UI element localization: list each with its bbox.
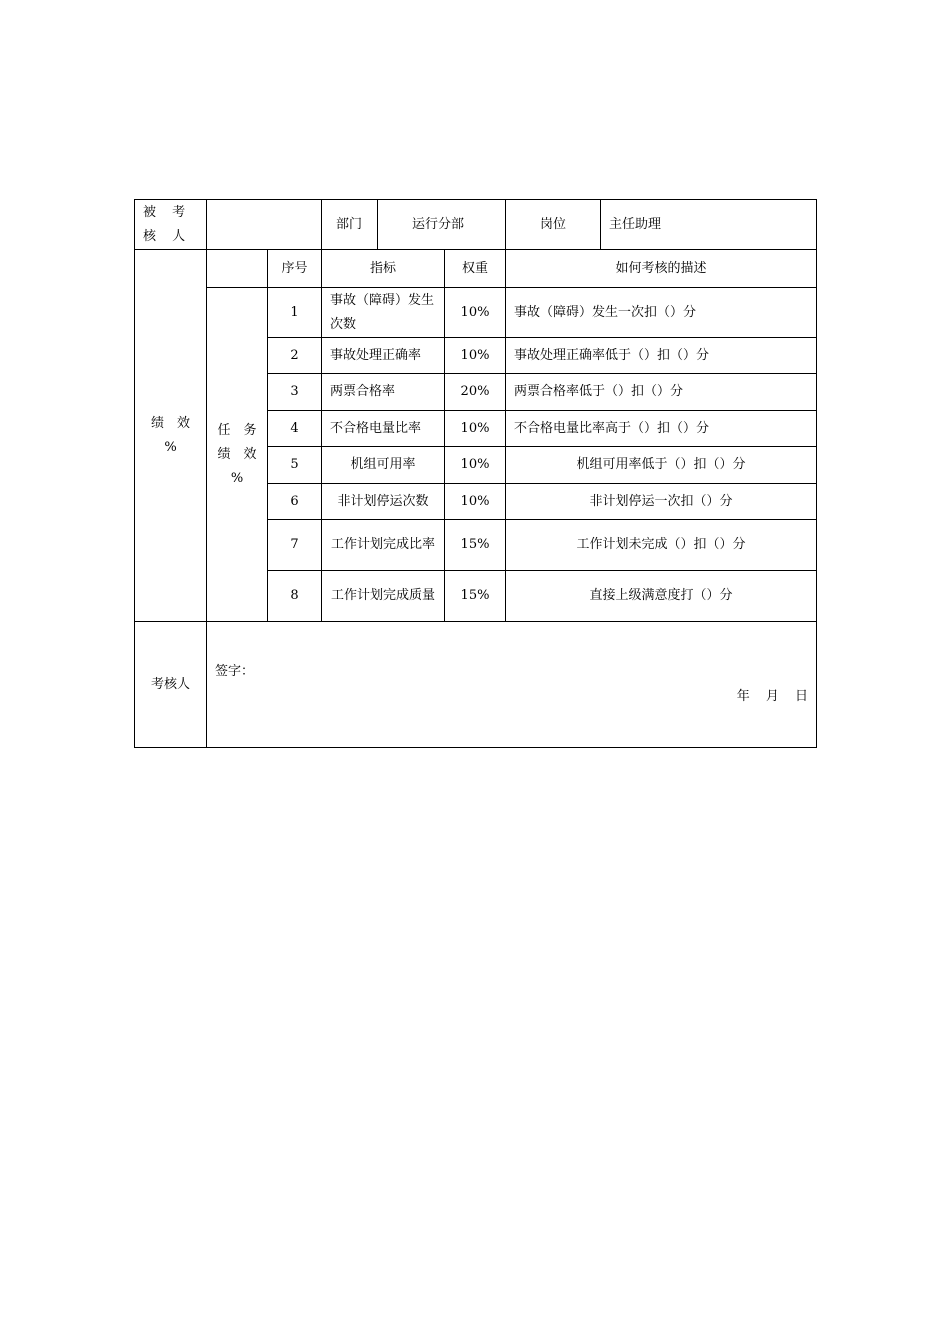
row-seq: 8 — [268, 571, 322, 622]
evaluatee-label: 被 考 核 人 — [135, 200, 207, 250]
row-weight: 10% — [445, 411, 506, 447]
row-seq: 4 — [268, 411, 322, 447]
row-indicator: 两票合格率 — [322, 374, 445, 411]
row-description: 不合格电量比率高于（）扣（）分 — [506, 411, 817, 447]
row-seq: 3 — [268, 374, 322, 411]
row-description: 两票合格率低于（）扣（）分 — [506, 374, 817, 411]
task-performance-label: 任 务 绩 效 % — [207, 288, 268, 622]
row-seq: 6 — [268, 484, 322, 520]
row-indicator: 不合格电量比率 — [322, 411, 445, 447]
row-indicator: 工作计划完成质量 — [322, 571, 445, 622]
row-seq: 7 — [268, 520, 322, 571]
performance-label: 绩 效 % — [135, 250, 207, 622]
evaluatee-value[interactable] — [207, 200, 322, 250]
row-seq: 2 — [268, 338, 322, 374]
row-description: 机组可用率低于（）扣（）分 — [506, 447, 817, 484]
row-indicator: 非计划停运次数 — [322, 484, 445, 520]
row-weight: 15% — [445, 571, 506, 622]
position-label: 岗位 — [506, 200, 601, 250]
row-description: 工作计划未完成（）扣（）分 — [506, 520, 817, 571]
date-label: 年 月 日 — [736, 688, 809, 704]
row-seq: 1 — [268, 288, 322, 338]
description-header: 如何考核的描述 — [506, 250, 817, 288]
weight-header: 权重 — [445, 250, 506, 288]
seq-header: 序号 — [268, 250, 322, 288]
header-row — [135, 200, 817, 250]
evaluation-form-table — [134, 199, 817, 748]
row-indicator: 事故（障碍）发生次数 — [322, 288, 445, 338]
row-description: 事故（障碍）发生一次扣（）分 — [506, 288, 817, 338]
row-indicator: 工作计划完成比率 — [322, 520, 445, 571]
column-header-row — [135, 250, 817, 288]
position-value: 主任助理 — [601, 200, 817, 250]
dept-value: 运行分部 — [378, 200, 506, 250]
signature-area[interactable] — [207, 622, 817, 748]
indicator-header: 指标 — [322, 250, 445, 288]
footer-row — [135, 622, 817, 748]
row-weight: 10% — [445, 484, 506, 520]
signature-label: 签字： — [215, 663, 255, 679]
row-weight: 20% — [445, 374, 506, 411]
row-indicator: 事故处理正确率 — [322, 338, 445, 374]
evaluator-label: 考核人 — [135, 622, 207, 748]
blank-header-cell — [207, 250, 268, 288]
dept-label: 部门 — [322, 200, 378, 250]
row-weight: 15% — [445, 520, 506, 571]
row-weight: 10% — [445, 447, 506, 484]
row-seq: 5 — [268, 447, 322, 484]
row-weight: 10% — [445, 288, 506, 338]
table-row — [135, 288, 817, 338]
row-weight: 10% — [445, 338, 506, 374]
row-description: 事故处理正确率低于（）扣（）分 — [506, 338, 817, 374]
row-indicator: 机组可用率 — [322, 447, 445, 484]
row-description: 非计划停运一次扣（）分 — [506, 484, 817, 520]
row-description: 直接上级满意度打（）分 — [506, 571, 817, 622]
